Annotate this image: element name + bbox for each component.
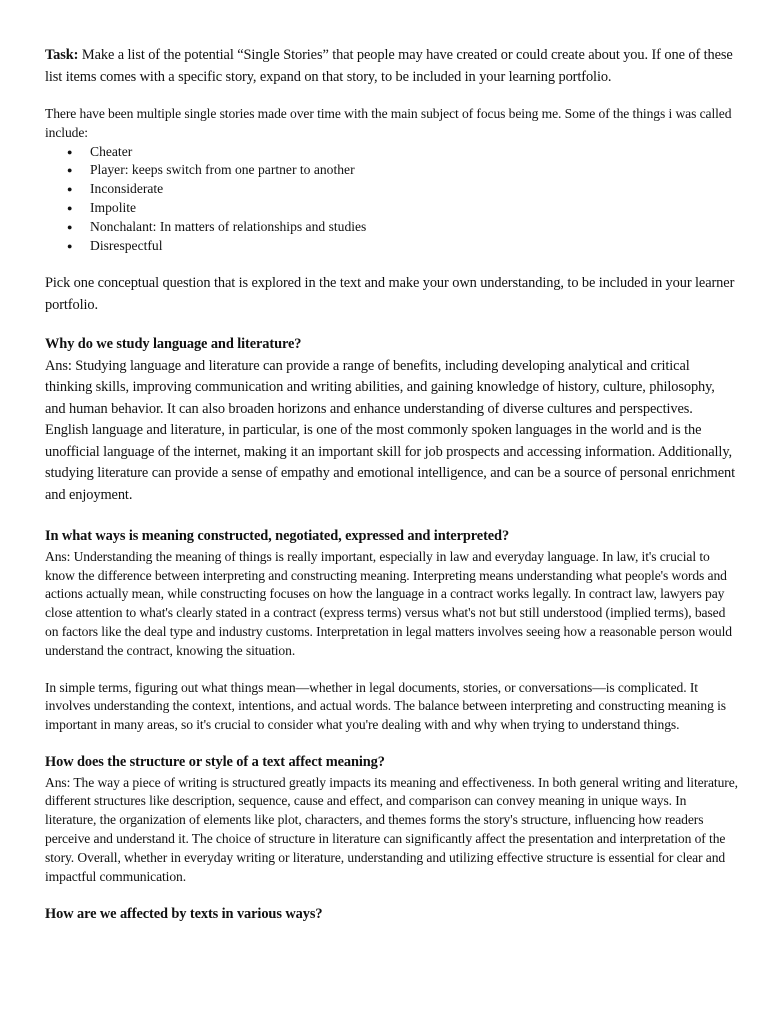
- list-item: ● Player: keeps switch from one partner to another: [67, 161, 738, 180]
- q3-title: [45, 752, 738, 774]
- list-item: ● Impolite: [67, 199, 738, 218]
- task-text: Make a list of the potential “Single Stories” that people may have created or could create about you. If one of these list items comes with a specific story, expand on that story, to be included in your learning portfolio.: [45, 47, 733, 85]
- list-item: ● Inconsiderate: [67, 180, 738, 199]
- q4-title-text: How are we affected by texts in various ways?: [45, 906, 323, 923]
- list-item: ● Nonchalant: In matters of relationships and studies: [67, 218, 738, 237]
- task-label: Task:: [45, 47, 79, 63]
- single-stories-list: [45, 143, 738, 256]
- q3-title-text: How does the structure or style of a text affect meaning?: [45, 754, 385, 771]
- q2-title: [45, 526, 738, 548]
- prompt-paragraph: Pick one conceptual question that is explored in the text and make your own understanding, to be included in your learner portfolio.: [45, 275, 735, 313]
- q1-title: [45, 334, 738, 356]
- q2-paragraph-2: In simple terms, figuring out what things mean—whether in legal documents, stories, or conversations—is complicated. It involves understanding the context, intentions, and actual words. The balance between interpreting and constructing meaning is important in many areas, so it's crucial to consider what you're dealing with and why when trying to understand things.: [45, 679, 726, 733]
- list-item: ● Disrespectful: [67, 237, 738, 256]
- q1-title-text: Why do we study language and literature?: [45, 336, 302, 353]
- task-paragraph: [45, 45, 738, 88]
- q3-answer: Ans: The way a piece of writing is structured greatly impacts its meaning and effectiveness. In both general writing and literature, different structures like description, sequence, cause and effect, and comparison can convey meaning in unique ways. In literature, the organization of elements like plot, characters, and themes forms the story's structure, influencing how readers perceive and understand it. The choice of structure in literature can significantly affect the presentation and interpretation of the story. Overall, whether in everyday writing or literature, understanding and utilizing effective structure is essential for clear and impactful communication.: [45, 774, 738, 884]
- list-item: ● Cheater: [67, 143, 738, 162]
- q2-title-text: In what ways is meaning constructed, negotiated, expressed and interpreted?: [45, 528, 510, 545]
- q1-answer: Ans: Studying language and literature can provide a range of benefits, including developing analytical and critical thinking skills, improving communication and writing abilities, and gaining knowledge of history, culture, philosophy, and human behavior. It can also broaden horizons and enhance understanding of diverse cultures and perspectives. English language and literature, in particular, is one of the most commonly spoken languages in the world and is the unofficial language of the internet, making it an important skill for job prospects and accessing information. Additionally, studying literature can provide a sense of empathy and emotional intelligence, and can be a source of personal enrichment and enjoyment.: [45, 357, 735, 503]
- q4-title: [45, 904, 738, 926]
- q2-answer: Ans: Understanding the meaning of things is really important, especially in law and everyday language. In law, it's crucial to know the difference between interpreting and constructing meaning. Interpreting means understanding what people's words and actions actually mean, while constructing focuses on how the language in a contract works legally. In contract law, lawyers pay close attention to what's clearly stated in a contract (express terms) versus what's not but still understood (implied terms), based on factors like the deal type and industry customs. Interpretation in legal matters involves seeing how a reasonable person would understand the contract, knowing the situation.: [45, 548, 732, 658]
- stories-intro: There have been multiple single stories made over time with the main subject of focus being me. Some of the things i was called include:: [45, 106, 732, 140]
